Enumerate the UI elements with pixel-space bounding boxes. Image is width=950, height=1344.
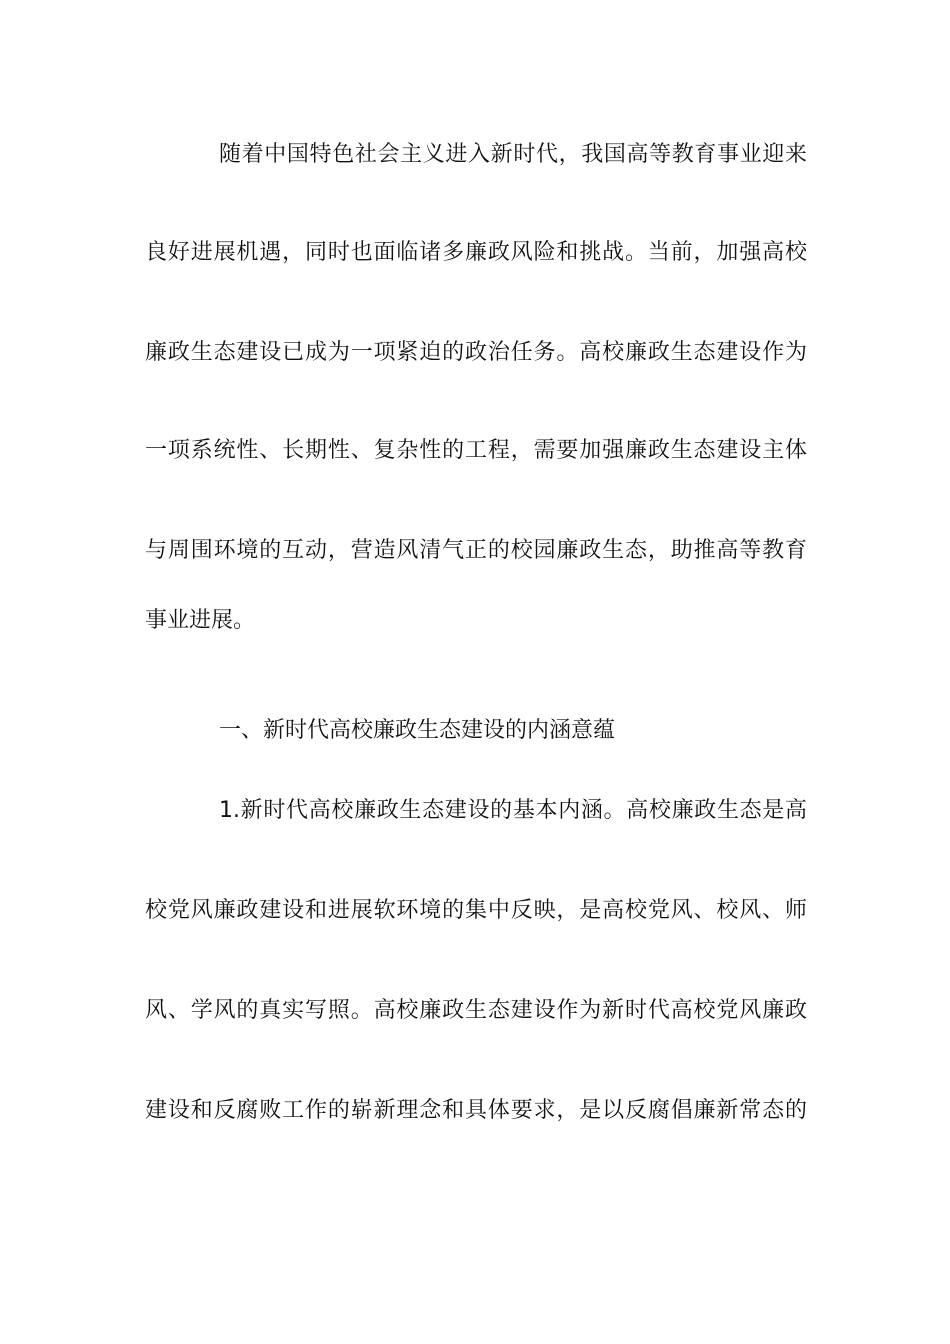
paragraph-1-line-6: 事业进展。 — [145, 608, 256, 633]
paragraph-1-line-3: 廉政生态建设已成为一项紧迫的政治任务。高校廉政生态建设作为 — [145, 340, 807, 365]
paragraph-1-line-4: 一项系统性、长期性、复杂性的工程，需要加强廉政生态建设主体 — [145, 438, 807, 463]
paragraph-1-line-2: 良好进展机遇，同时也面临诸多廉政风险和挑战。当前，加强高校 — [145, 240, 807, 265]
paragraph-2-line-2: 校党风廉政建设和进展软环境的集中反映，是高校党风、校风、师 — [145, 898, 807, 923]
paragraph-1-line-5: 与周围环境的互动，营造风清气正的校园廉政生态，助推高等教育 — [145, 538, 807, 563]
paragraph-1-line-1: 随着中国特色社会主义进入新时代，我国高等教育事业迎来 — [219, 142, 807, 167]
section-heading: 一、新时代高校廉政生态建设的内涵意蕴 — [219, 718, 616, 743]
paragraph-2-line-3: 风、学风的真实写照。高校廉政生态建设作为新时代高校党风廉政 — [145, 998, 807, 1023]
paragraph-2-line-4: 建设和反腐败工作的崭新理念和具体要求，是以反腐倡廉新常态的 — [145, 1098, 807, 1123]
paragraph-2-line-1: 1.新时代高校廉政生态建设的基本内涵。高校廉政生态是高 — [219, 798, 807, 823]
